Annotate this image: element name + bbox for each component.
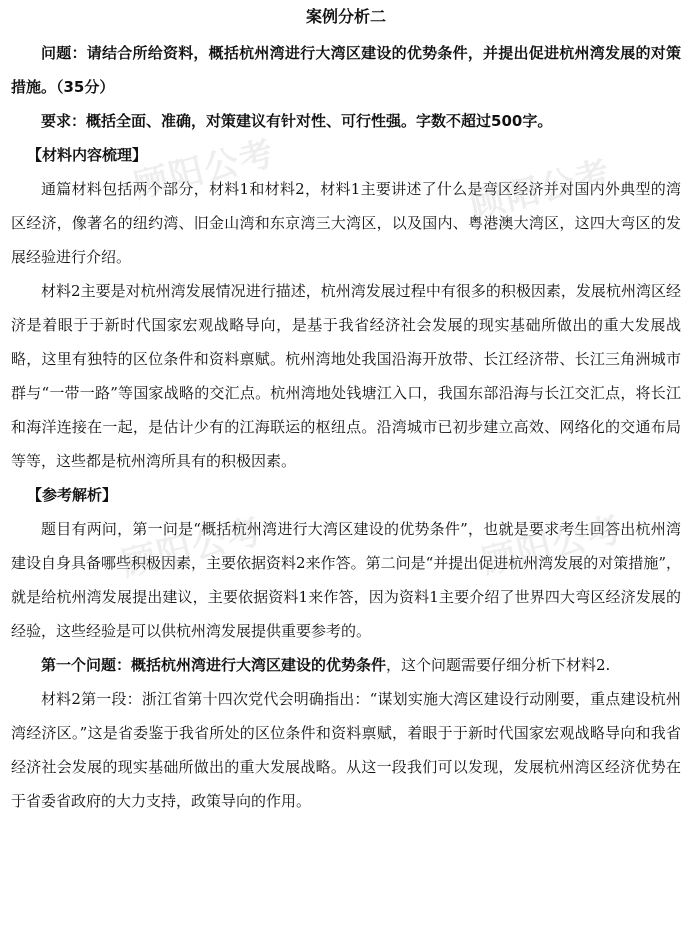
requirement-text: 概括全面、准确，对策建议有针对性、可行性强。字数不超过500字。 [86,112,553,130]
first-question-heading: 第一个问题：概括杭州湾进行大湾区建设的优势条件 [41,656,387,674]
first-question-rest: ，这个问题需要仔细分析下材料2. [386,656,611,674]
analysis-paragraph-2 [11,648,681,682]
watermark-1: 顾阳公考 [130,133,280,207]
analysis-paragraph-3: 材料2第一段：浙江省第十四次党代会明确指出：“谋划实施大湾区建设行动刚要，重点建设杭州湾经济区。”这是省委鉴于我省所处的区位条件和资料禀赋，着眼于于新时代国家宏观战略导向和我省经济社会发展的现实基础所做出的重大发展战略。从这一段我们可以发现，发展杭州湾区经济优势在于省委省政府的大力支持，政策导向的作用。 [11,690,681,810]
section-heading-analysis: 【参考解析】 [27,486,118,504]
material-paragraph-2: 材料2主要是对杭州湾发展情况进行描述，杭州湾发展过程中有很多的积极因素，发展杭州湾区经济是着眼于于新时代国家宏观战略导向，是基于我省经济社会发展的现实基础所做出的重大发展战略，这里有独特的区位条件和资料禀赋。杭州湾地处我国沿海开放带、长江经济带、长江三角洲城市群与“一带一路”等国家战略的交汇点。杭州湾地处钱塘江入口，我国东部沿海与长江交汇点，将长江和海洋连接在一起，是估计少有的江海联运的枢纽点。沿湾城市已初步建立高效、网络化的交通布局等等，这些都是杭州湾所具有的积极因素。 [11,282,681,470]
material-paragraph-1: 通篇材料包括两个部分，材料1和材料2，材料1主要讲述了什么是弯区经济并对国内外典型的湾区经济，像著名的纽约湾、旧金山湾和东京湾三大湾区，以及国内、粤港澳大湾区，这四大弯区的发展经验进行介绍。 [11,180,681,266]
requirement-paragraph [11,104,681,138]
analysis-paragraph-1: 题目有两问，第一问是“概括杭州湾进行大湾区建设的优势条件”，也就是要求考生回答出杭州湾建设自身具备哪些积极因素，主要依据资料2来作答。第二问是“并提出促进杭州湾发展的对策措施”，就是给杭州湾发展提出建议，主要依据资料1来作答，因为资料1主要介绍了世界四大弯区经济发展的经验，这些经验是可以供杭州湾发展提供重要参考的。 [11,520,681,640]
watermark-3: 顾阳公考 [118,511,268,585]
watermark-4: 顾阳公考 [478,509,628,583]
requirement-label: 要求： [41,112,87,130]
question-text: 请结合所给资料，概括杭州湾进行大湾区建设的优势条件，并提出促进杭州湾发展的对策措施。（35分） [11,44,681,96]
watermark-2: 顾阳公考 [466,153,616,227]
question-label: 问题： [41,44,87,62]
section-heading-material: 【材料内容梳理】 [27,146,148,164]
document-title: 案例分析二 [305,7,386,26]
question-paragraph [11,36,681,104]
